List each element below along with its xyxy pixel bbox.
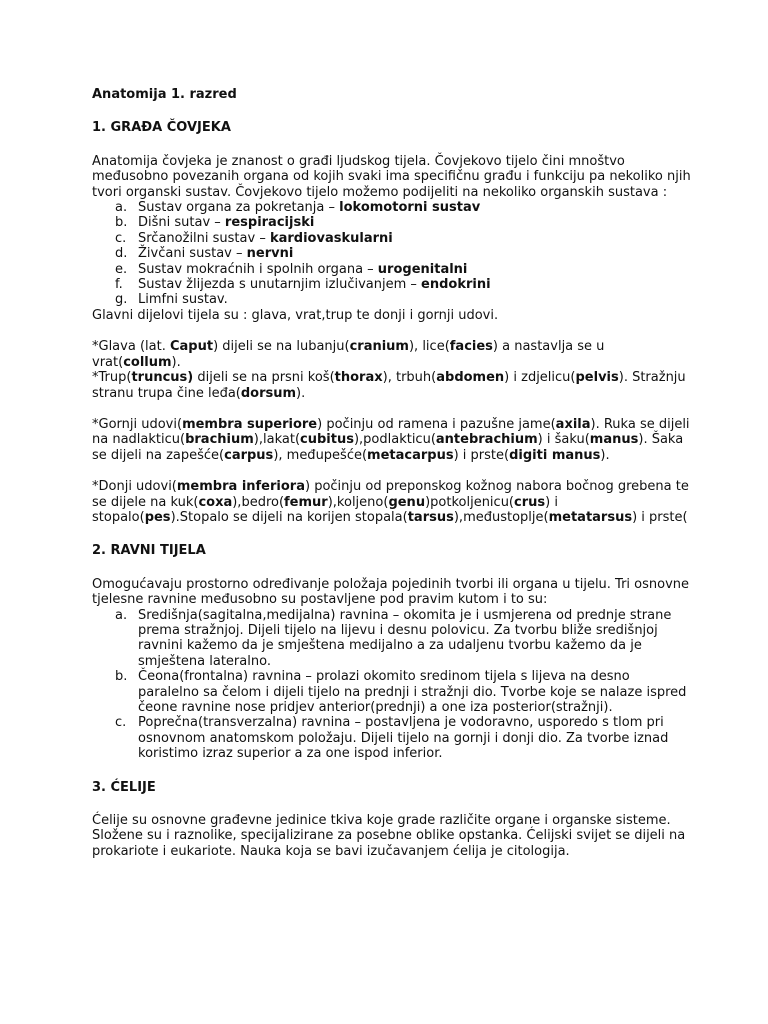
main-body-parts-sentence: Glavni dijelovi tijela su : glava, vrat,trup te donji i gornji udovi. [92, 307, 499, 323]
section-1-intro: Anatomija čovjeka je znanost o građi ljudskog tijela. Čovjekovo tijelo čini mnoštvo međusobno povezanih organa od kojih svaki ima specifičnu građu i funkciju pa nekoliko njih tvori organski sustav. Čovjekovo tijelo možemo podijeliti na nekoliko organskih sustava : [92, 153, 691, 200]
head-paragraph: *Glava (lat. Caput) dijeli se na lubanju(cranium), lice(facies) a nastavlja se u vrat(collum). [92, 339, 605, 370]
organ-systems-list [92, 200, 692, 308]
list-item: b. Dišni sutav – respiracijski [115, 215, 315, 231]
list-item: f. Sustav žlijezda s unutarnjim izlučivanjem – endokrini [115, 277, 491, 293]
list-item: c. Srčanožilni sustav – kardiovaskularni [115, 230, 393, 246]
section-3-heading: 3. ĆELIJE [92, 779, 156, 795]
list-item: a. Sustav organa za pokretanja – lokomotorni sustav [115, 200, 481, 216]
document-title: Anatomija 1. razred [92, 87, 237, 102]
list-item: b. Čeona(frontalna) ravnina – prolazi okomito sredinom tijela s lijeva na desno paralelno sa čelom i dijeli tijelo na prednji i stražnji dio. Tvorbe koje se nalaze ispred čeone ravnine nose pridjev anterior(prednji) a one iza posterior(stražnji). [115, 669, 687, 715]
list-item: g. Limfni sustav. [115, 292, 228, 308]
list-item: c. Poprečna(transverzalna) ravnina – postavljena je vodoravno, usporedo s tlom pri osnovnom anatomskom položaju. Dijeli tijelo na gornji i donji dio. Za tvorbe iznad koristimo izraz superior a za one ispod inferior. [115, 715, 669, 762]
upper-limbs-paragraph: *Gornji udovi(membra superiore) počinju od ramena i pazušne jame(axila). Ruka se dijeli na nadlakticu(brachium),lakat(cubitus),podlakticu(antebrachium) i šaku(manus). Šaka se dijeli na zapešće(carpus), međupešće(metacarpus) i prste(digiti manus). [92, 416, 690, 463]
list-item: e. Sustav mokraćnih i spolnih organa – urogenitalni [115, 261, 468, 277]
section-2-intro: Omogućavaju prostorno određivanje položaja pojedinih tvorbi ili organa u tijelu. Tri osnovne tjelesne ravnine međusobno su postavljene pod pravim kutom i to su: [92, 576, 690, 608]
trunk-paragraph: *Trup(truncus) dijeli se na prsni koš(thorax), trbuh(abdomen) i zdjelicu(pelvis). Stražnju stranu trupa čine leđa(dorsum). [92, 370, 686, 401]
body-planes-list [92, 608, 692, 762]
section-3-text: Ćelije su osnovne građevne jedinice tkiva koje grade različite organe i organske sisteme. Složene su i raznolike, specijalizirane za posebne oblike opstanka. Ćelijski svijet se dijeli na prokariote i eukariote. Nauka koja se bavi izučavanjem ćelija je citologija. [92, 813, 686, 859]
list-item: d. Živčani sustav – nervni [115, 246, 294, 262]
document-body [92, 87, 692, 859]
lower-limbs-paragraph: *Donji udovi(membra inferiora) počinju od preponskog kožnog nabora bočnog grebena te se dijele na kuk(coxa),bedro(femur),koljeno(genu)potkoljenicu(crus) i stopalo(pes).Stopalo se dijeli na korijen stopala(tarsus),međustoplje(metatarsus) i prste( [92, 479, 689, 525]
section-1-heading: 1. GRAĐA ČOVJEKA [92, 120, 231, 136]
section-2-heading: 2. RAVNI TIJELA [92, 543, 206, 559]
list-item: a. Središnja(sagitalna,medijalna) ravnina – okomita je i usmjerena od prednje strane prema stražnjoj. Dijeli tijelo na lijevu i desnu polovicu. Za tvorbu bliže središnjoj ravnini kažemo da je smještena medijalno a za udaljenu tvorbu kažemo da je smještena lateralno. [115, 607, 672, 669]
